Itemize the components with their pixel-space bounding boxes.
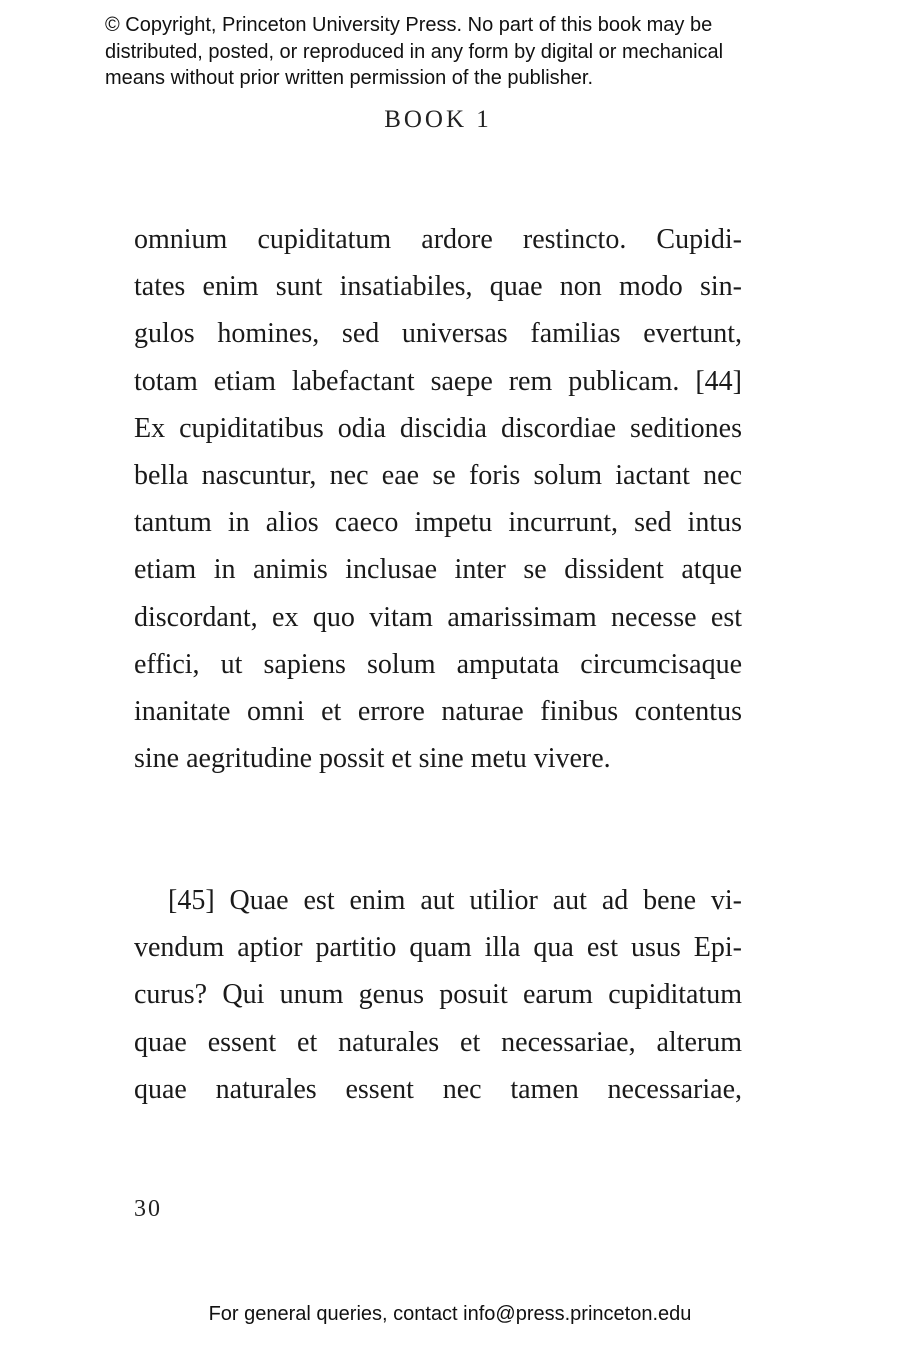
text-line: omnium cupiditatum ardore restincto. Cupidi-	[134, 224, 742, 255]
paragraph-2	[134, 877, 742, 1113]
text-line: vendum aptior partitio quam illa qua est usus Epi-	[134, 932, 742, 964]
paragraph-1	[134, 216, 742, 782]
text-line: sine aegritudine possit et sine metu vivere.	[134, 743, 611, 775]
text-line: effici, ut sapiens solum amputata circumcisaque	[134, 648, 742, 680]
copyright-line: means without prior written permission of the publisher.	[105, 67, 594, 89]
page-number: 30	[134, 1196, 162, 1222]
text-line: Ex cupiditatibus odia discidia discordiae seditiones	[134, 412, 742, 444]
copyright-line: distributed, posted, or reproduced in any form by digital or mechanical	[105, 40, 724, 63]
copyright-notice	[105, 12, 825, 92]
text-line: discordant, ex quo vitam amarissimam necesse est	[134, 601, 742, 633]
text-line: curus? Qui unum genus posuit earum cupiditatum	[134, 979, 742, 1011]
text-line: [45] Quae est enim aut utilior aut ad bene vi-	[168, 885, 742, 916]
text-line: etiam in animis inclusae inter se dissident atque	[134, 554, 742, 586]
text-line: bella nascuntur, nec eae se foris solum iactant nec	[134, 459, 742, 491]
text-line: quae naturales essent nec tamen necessariae,	[134, 1073, 742, 1105]
text-line: tates enim sunt insatiabiles, quae non modo sin-	[134, 271, 742, 303]
text-line: totam etiam labefactant saepe rem publicam. [44]	[134, 365, 742, 397]
text-line: quae essent et naturales et necessariae, alterum	[134, 1026, 742, 1058]
text-line: inanitate omni et errore naturae finibus contentus	[134, 695, 742, 727]
running-head: BOOK 1	[384, 106, 492, 133]
copyright-line: © Copyright, Princeton University Press. No part of this book may be	[105, 14, 713, 36]
footer-contact: For general queries, contact info@press.princeton.edu	[208, 1303, 692, 1325]
text-line: gulos homines, sed universas familias evertunt,	[134, 318, 742, 350]
text-line: tantum in alios caeco impetu incurrunt, sed intus	[134, 507, 742, 539]
